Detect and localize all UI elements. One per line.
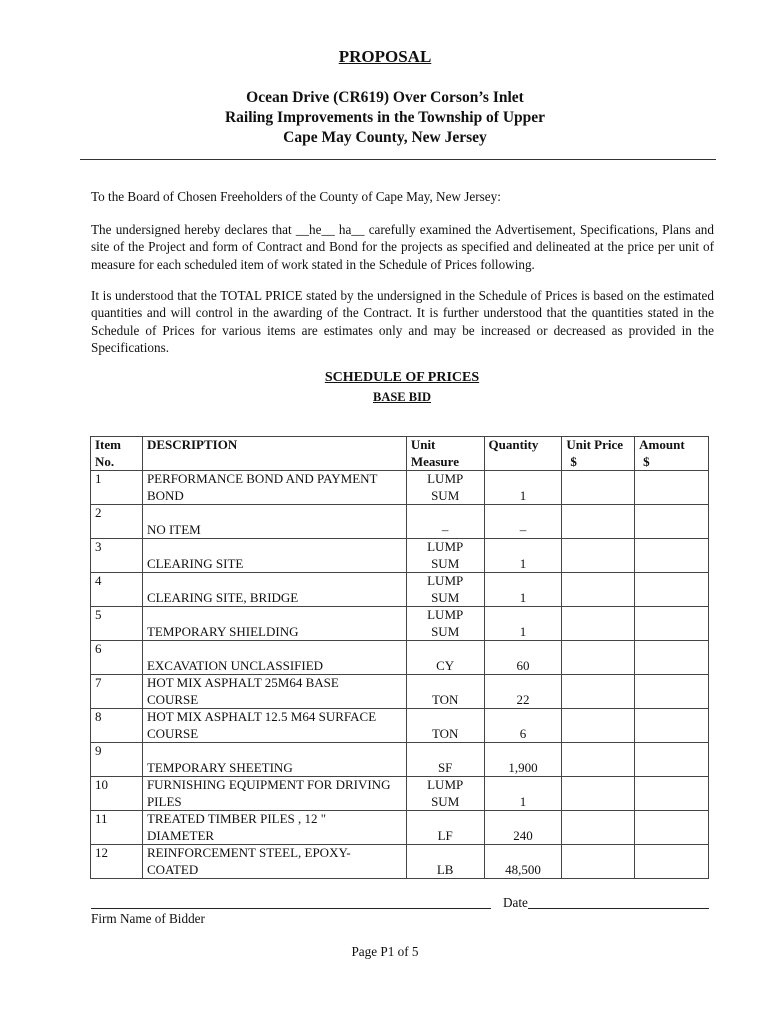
table-row xyxy=(91,675,709,709)
table-row xyxy=(91,539,709,573)
unit-price-input-cell[interactable] xyxy=(562,641,635,675)
table-row xyxy=(91,811,709,845)
subtitle-line: Railing Improvements in the Township of Upper xyxy=(224,109,546,126)
unit-measure-cell: LB xyxy=(406,845,484,879)
amount-input-cell[interactable] xyxy=(635,607,709,641)
item-number-cell: 6 xyxy=(91,641,143,675)
item-number-cell: 9 xyxy=(91,743,143,777)
schedule-heading: SCHEDULE OF PRICES xyxy=(324,370,480,385)
amount-input-cell[interactable] xyxy=(635,573,709,607)
item-number-cell: 10 xyxy=(91,777,143,811)
amount-input-cell[interactable] xyxy=(635,845,709,879)
quantity-cell: 1 xyxy=(484,573,562,607)
unit-measure-cell: LUMP SUM xyxy=(406,471,484,505)
item-number-cell: 8 xyxy=(91,709,143,743)
col-amount-header: Amount $ xyxy=(635,437,709,471)
unit-measure-cell: CY xyxy=(406,641,484,675)
description-cell: CLEARING SITE, BRIDGE xyxy=(142,573,406,607)
quantity-cell: 48,500 xyxy=(484,845,562,879)
unit-price-input-cell[interactable] xyxy=(562,709,635,743)
description-cell: HOT MIX ASPHALT 12.5 M64 SURFACE COURSE xyxy=(142,709,406,743)
table-row xyxy=(91,709,709,743)
unit-price-input-cell[interactable] xyxy=(562,607,635,641)
amount-input-cell[interactable] xyxy=(635,777,709,811)
table-row xyxy=(91,641,709,675)
table-row xyxy=(91,743,709,777)
item-number-cell: 2 xyxy=(91,505,143,539)
col-unit-header: Unit Measure xyxy=(406,437,484,471)
proposal-title: PROPOSAL xyxy=(338,47,432,66)
unit-measure-cell: LUMP SUM xyxy=(406,777,484,811)
unit-measure-cell: SF xyxy=(406,743,484,777)
unit-price-input-cell[interactable] xyxy=(562,539,635,573)
description-cell: TREATED TIMBER PILES , 12 " DIAMETER xyxy=(142,811,406,845)
unit-measure-cell: LUMP SUM xyxy=(406,539,484,573)
description-cell: HOT MIX ASPHALT 25M64 BASE COURSE xyxy=(142,675,406,709)
unit-measure-cell: LF xyxy=(406,811,484,845)
item-number-cell: 7 xyxy=(91,675,143,709)
description-cell: EXCAVATION UNCLASSIFIED xyxy=(142,641,406,675)
unit-price-input-cell[interactable] xyxy=(562,573,635,607)
quantity-cell: 22 xyxy=(484,675,562,709)
unit-price-input-cell[interactable] xyxy=(562,743,635,777)
subtitle-line: Ocean Drive (CR619) Over Corson’s Inlet xyxy=(246,89,524,106)
table-row xyxy=(91,607,709,641)
unit-price-input-cell[interactable] xyxy=(562,777,635,811)
description-cell: FURNISHING EQUIPMENT FOR DRIVING PILES xyxy=(142,777,406,811)
unit-measure-cell: LUMP SUM xyxy=(406,607,484,641)
description-cell: REINFORCEMENT STEEL, EPOXY- COATED xyxy=(142,845,406,879)
quantity-cell: 1,900 xyxy=(484,743,562,777)
amount-input-cell[interactable] xyxy=(635,675,709,709)
quantity-cell: 1 xyxy=(484,471,562,505)
firm-name-field[interactable] xyxy=(91,908,491,909)
table-header-row xyxy=(91,437,709,471)
description-cell: TEMPORARY SHIELDING xyxy=(142,607,406,641)
subtitle-line: Cape May County, New Jersey xyxy=(283,129,487,146)
unit-measure-cell: – xyxy=(406,505,484,539)
col-unit-price-header: Unit Price $ xyxy=(562,437,635,471)
amount-input-cell[interactable] xyxy=(635,471,709,505)
item-number-cell: 11 xyxy=(91,811,143,845)
amount-input-cell[interactable] xyxy=(635,743,709,777)
table-row xyxy=(91,471,709,505)
col-description-header: DESCRIPTION xyxy=(142,437,406,471)
quantity-cell: 1 xyxy=(484,777,562,811)
addressee-paragraph: To the Board of Chosen Freeholders of the County of Cape May, New Jersey: xyxy=(91,189,501,204)
unit-price-input-cell[interactable] xyxy=(562,811,635,845)
page-number: Page P1 of 5 xyxy=(351,944,419,959)
firm-name-label: Firm Name of Bidder xyxy=(91,911,205,926)
unit-measure-cell: TON xyxy=(406,675,484,709)
header-divider xyxy=(80,159,716,160)
table-row xyxy=(91,845,709,879)
item-number-cell: 1 xyxy=(91,471,143,505)
unit-measure-cell: LUMP SUM xyxy=(406,573,484,607)
col-item-header: Item No. xyxy=(91,437,143,471)
amount-input-cell[interactable] xyxy=(635,641,709,675)
unit-price-input-cell[interactable] xyxy=(562,845,635,879)
table-row xyxy=(91,777,709,811)
item-number-cell: 12 xyxy=(91,845,143,879)
quantity-cell: 240 xyxy=(484,811,562,845)
item-number-cell: 4 xyxy=(91,573,143,607)
unit-price-input-cell[interactable] xyxy=(562,505,635,539)
quantity-cell: 1 xyxy=(484,607,562,641)
quantity-cell: 1 xyxy=(484,539,562,573)
item-number-cell: 5 xyxy=(91,607,143,641)
quantity-cell: 60 xyxy=(484,641,562,675)
quantity-cell: – xyxy=(484,505,562,539)
description-cell: NO ITEM xyxy=(142,505,406,539)
unit-price-input-cell[interactable] xyxy=(562,471,635,505)
amount-input-cell[interactable] xyxy=(635,811,709,845)
unit-price-input-cell[interactable] xyxy=(562,675,635,709)
amount-input-cell[interactable] xyxy=(635,709,709,743)
schedule-of-prices-table xyxy=(90,436,709,879)
declaration-paragraph: The undersigned hereby declares that __he__ ha__ carefully examined the Advertisement, Specifications, Plans and site of the Project and form of Contract and Bond for the projects as specified and delineated at the price per unit of measure for each scheduled item of work stated in the Schedule of Prices following. xyxy=(91,222,714,272)
base-bid-heading: BASE BID xyxy=(372,390,431,404)
amount-input-cell[interactable] xyxy=(635,505,709,539)
description-cell: PERFORMANCE BOND AND PAYMENT BOND xyxy=(142,471,406,505)
quantity-cell: 6 xyxy=(484,709,562,743)
col-quantity-header: Quantity xyxy=(484,437,562,471)
project-subtitle xyxy=(0,88,770,148)
item-number-cell: 3 xyxy=(91,539,143,573)
unit-measure-cell: TON xyxy=(406,709,484,743)
table-row xyxy=(91,573,709,607)
date-field[interactable] xyxy=(528,908,709,909)
table-row xyxy=(91,505,709,539)
date-label: Date xyxy=(503,895,528,910)
description-cell: CLEARING SITE xyxy=(142,539,406,573)
description-cell: TEMPORARY SHEETING xyxy=(142,743,406,777)
amount-input-cell[interactable] xyxy=(635,539,709,573)
understanding-paragraph: It is understood that the TOTAL PRICE stated by the undersigned in the Schedule of Prices is based on the estimated quantities and will control in the awarding of the Contract. It is further understood that the quantities stated in the Schedule of Prices for various items are estimates only and may be increased or decreased as provided in the Specifications. xyxy=(91,288,714,355)
